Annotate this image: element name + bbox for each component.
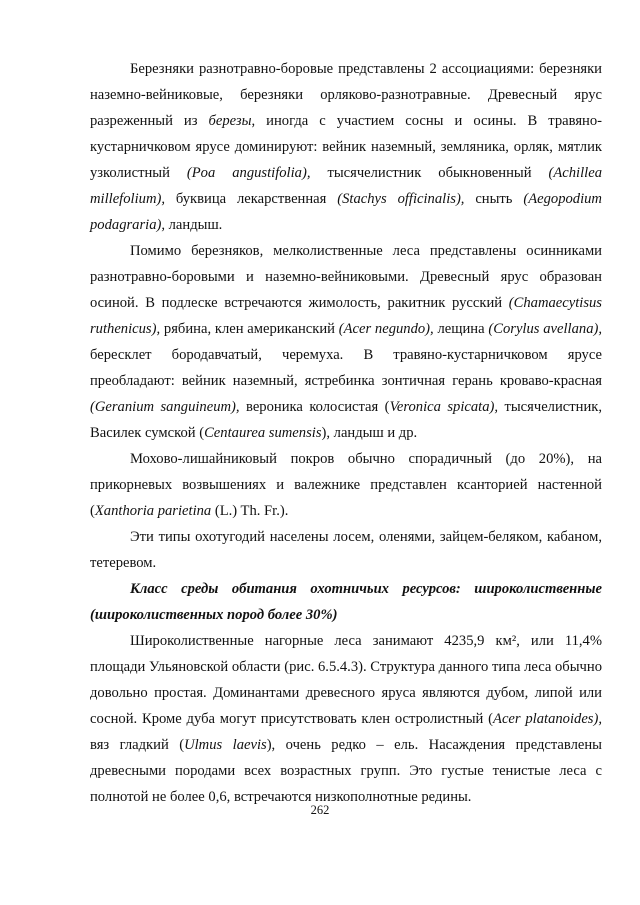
italic-text-run: Xanthoria parietina — [94, 503, 212, 519]
text-run: лещина — [433, 321, 489, 337]
text-run: ), ландыш и др. — [321, 425, 418, 441]
text-run: тысячелистник, Василек сумской ( — [90, 399, 602, 441]
text-run: Березняки разнотравно-боровые представлены 2 ассоциациями: березняки наземно-вейниковые, березняки орляково-разнотравные. Древесный ярус разреженный из — [90, 61, 602, 129]
text-run: , иногда с участием сосны и осины. В травяно-кустарничковом ярусе доминируют: вейник наземный, земляника, орляк, мятлик узколистный — [90, 113, 603, 181]
text-run: Помимо березняков, мелколиственные леса представлены осинниками разнотравно-боровыми и наземно-вейниковыми. Древесный ярус образован осиной. В подлеске встречаются жимолость, ракитник русский — [90, 243, 602, 311]
paragraph-moss-lichen-cover — [90, 446, 602, 524]
paragraph-birch-forests — [90, 56, 602, 238]
paragraph-broadleaf-forests — [90, 628, 602, 810]
paragraph-fauna — [90, 524, 602, 576]
text-run: бересклет бородавчатый, черемуха. В травяно-кустарничковом ярусе преобладают: вейник наземный, ястребинка зонтичная герань кроваво-красная — [90, 347, 602, 389]
text-run: вяз гладкий ( — [90, 737, 185, 753]
italic-text-run: (Achillea millefolium), — [90, 165, 602, 207]
text-run: Широколиственные нагорные леса занимают 4235,9 км², или 11,4% площади Ульяновской области (рис. 6.5.4.3). Структура данного типа леса обычно довольно простая. Доминантами древесного яруса являются дубом, липой или сосной. Кроме дуба могут присутствовать клен остролистный ( — [90, 633, 602, 727]
text-run: рябина, клен американский — [160, 321, 339, 337]
text-run: Мохово-лишайниковый покров обычно спорадичный (до 20%), на прикорневых возвышениях и валежнике представлен ксанторией настенной ( — [90, 451, 602, 519]
italic-text-run: Veronica spicata), — [389, 399, 499, 415]
section-heading — [90, 576, 602, 628]
text-run: вероника колосистая ( — [239, 399, 390, 415]
italic-text-run: Centaurea sumensis — [204, 425, 322, 441]
italic-text-run: Acer platanoides), — [493, 711, 602, 727]
text-run: (L.) Th. Fr.). — [211, 503, 289, 519]
italic-text-run: (Corylus avellana), — [488, 321, 602, 337]
text-run: Класс среды обитания охотничьих ресурсов: широколиственные (широколиственных пород более 30%) — [90, 581, 602, 623]
body-text — [90, 56, 602, 810]
italic-text-run: (Poa angustifolia), — [186, 165, 311, 181]
italic-text-run: (Stachys officinalis), — [337, 191, 465, 207]
text-run: тысячелистник обыкновенный — [310, 165, 549, 181]
italic-text-run: (Geranium sanguineum), — [90, 399, 240, 415]
text-run: буквица лекарственная — [165, 191, 338, 207]
text-run: ), очень редко – ель. Насаждения представлены древесными породами всех возрастных групп. Это густые тенистые леса с полнотой не более 0,6, встречаются низкополнотные редины. — [90, 737, 602, 805]
italic-text-run: (Aegopodium podagraria), — [90, 191, 602, 233]
page-number: 262 — [310, 803, 330, 817]
italic-text-run: (Acer negundo), — [338, 321, 434, 337]
italic-text-run: Ulmus laevis — [184, 737, 267, 753]
text-run: Эти типы охотугодий населены лосем, оленями, зайцем-беляком, кабаном, тетеревом. — [90, 529, 602, 571]
paragraph-small-leaved-forests — [90, 238, 602, 446]
italic-text-run: березы — [208, 113, 252, 129]
text-run: сныть — [464, 191, 524, 207]
text-run: ландыш. — [165, 217, 223, 233]
italic-text-run: (Chamaecytisus ruthenicus), — [90, 295, 602, 337]
